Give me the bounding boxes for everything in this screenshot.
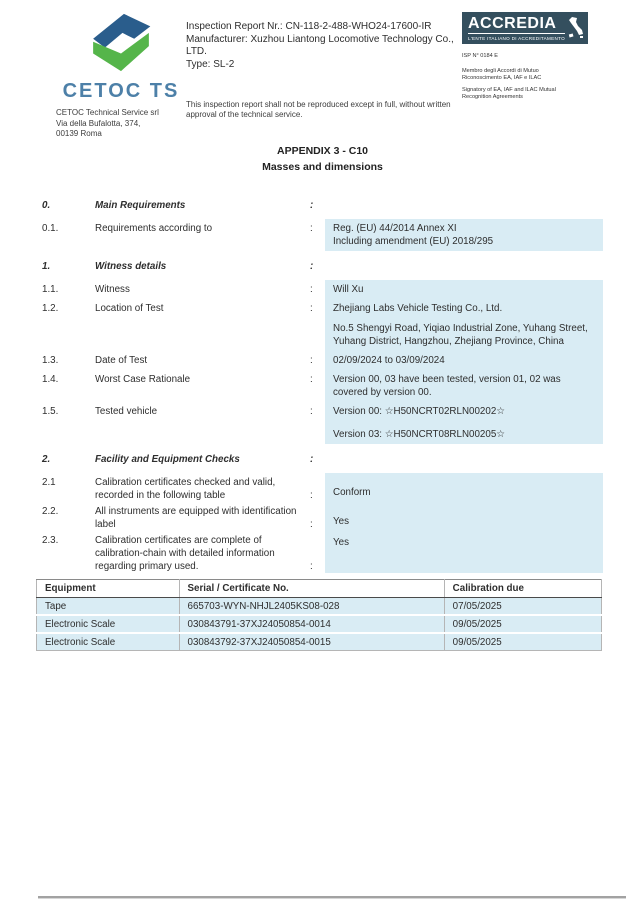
row-value: Version 00, 03 have been tested, version 01, 02 was covered by version 00. [325, 370, 603, 402]
section-label: Facility and Equipment Checks [95, 454, 240, 465]
cetoc-address [56, 108, 186, 140]
report-info [186, 21, 458, 71]
colon: : [310, 303, 313, 314]
row-value: Will Xu [325, 280, 603, 299]
serial-cell: 030843792-37XJ24050854-0015 [179, 633, 444, 651]
colon: : [310, 374, 313, 385]
row-label: Worst Case Rationale [95, 374, 191, 385]
section-2-header [42, 453, 603, 466]
row-number: 1.5. [42, 406, 59, 417]
row-value [325, 473, 603, 502]
equipment-cell: Tape [37, 598, 180, 616]
section-label: Witness details [95, 261, 167, 272]
spec-row-1-1 [42, 280, 603, 299]
cetoc-logo-block [56, 8, 186, 140]
value-line: Including amendment (EU) 2018/295 [333, 236, 494, 247]
tested-vehicle-version-03: Version 03: ☆H50NCRT08RLN00205☆ [333, 429, 506, 440]
row-number: 1.4. [42, 374, 59, 385]
row-number: 1.3. [42, 355, 59, 366]
row-value [325, 219, 603, 251]
appendix-title-line1: APPENDIX 3 - C10 [276, 145, 369, 157]
cetoc-hexagon-icon [78, 8, 164, 74]
section-number: 2. [42, 454, 51, 465]
row-number: 1.1. [42, 284, 59, 295]
section-number: 1. [42, 261, 51, 272]
row-label: Date of Test [95, 355, 148, 366]
colon: : [310, 490, 313, 501]
row-value [325, 299, 603, 351]
address-line: 00139 Roma [56, 129, 102, 138]
accredia-name: ACCREDIA [468, 16, 565, 34]
reproduction-note: This inspection report shall not be reproduced except in full, without written approval of the technical service. [186, 100, 451, 119]
colon: : [310, 284, 313, 295]
table-row [37, 633, 602, 651]
row-label: All instruments are equipped with identification label [95, 506, 297, 530]
row-number: 0.1. [42, 223, 59, 234]
appendix-title [42, 143, 603, 175]
accredia-membro-text: Membro degli Accordi di Mutuo Riconoscimento EA, IAF e ILAC [462, 68, 542, 82]
colon: : [310, 355, 313, 366]
row-label: Calibration certificates are complete of calibration-chain with detailed information regarding primary used. [95, 535, 275, 572]
table-header-row [37, 580, 602, 598]
spec-row-2-3 [42, 531, 603, 573]
test-location-address: No.5 Shengyi Road, Yiqiao Industrial Zone, Yuhang Street, Yuhang District, Hangzhou, Zhejiang Province, China [333, 323, 588, 347]
check-result: Conform [333, 487, 371, 498]
serial-cell: 030843791-37XJ24050854-0014 [179, 615, 444, 633]
column-header-serial: Serial / Certificate No. [179, 580, 444, 598]
cetoc-brand-name: CETOC TS [62, 80, 180, 102]
section-1-group [42, 280, 603, 444]
spec-row-0-1 [42, 219, 603, 251]
accredia-signatory-text: Signatory of EA, IAF and ILAC Mutual Recognition Agreements [462, 86, 556, 100]
check-result: Yes [333, 537, 349, 548]
spec-row-1-3 [42, 351, 603, 370]
section-number: 0. [42, 200, 51, 211]
italy-map-icon [568, 17, 584, 39]
row-number: 2.3. [42, 535, 59, 546]
section-1-header [42, 260, 603, 273]
value-line: Reg. (EU) 44/2014 Annex XI [333, 223, 457, 234]
address-line: CETOC Technical Service srl [56, 108, 159, 117]
row-label: Location of Test [95, 303, 164, 314]
test-location-name: Zhejiang Labs Vehicle Testing Co., Ltd. [333, 303, 503, 314]
spec-row-2-2 [42, 502, 603, 531]
section-label: Main Requirements [95, 200, 186, 211]
row-value [325, 402, 603, 444]
spec-row-2-1 [42, 473, 603, 502]
row-value [325, 531, 603, 573]
colon: : [310, 261, 314, 272]
section-2-group [42, 473, 603, 573]
spec-row-1-2 [42, 299, 603, 351]
colon: : [310, 223, 313, 234]
row-label: Calibration certificates checked and valid, recorded in the following table [95, 477, 276, 501]
type-line: Type: SL-2 [186, 58, 235, 70]
row-value [325, 502, 603, 531]
spec-row-1-5 [42, 402, 603, 444]
address-line: Via della Bufalotta, 374, [56, 118, 141, 128]
colon: : [310, 406, 313, 417]
table-row [37, 598, 602, 616]
section-0-header [42, 199, 603, 212]
tested-vehicle-version-00: Version 00: ☆H50NCRT02RLN00202☆ [333, 406, 506, 417]
table-row [37, 615, 602, 633]
accredia-tagline: L'ENTE ITALIANO DI ACCREDITAMENTO [468, 35, 566, 41]
row-number: 2.2. [42, 506, 59, 517]
accredia-text-column [468, 16, 565, 41]
row-value: 02/09/2024 to 03/09/2024 [325, 351, 603, 370]
colon: : [310, 561, 313, 572]
check-result: Yes [333, 516, 349, 527]
row-label: Tested vehicle [95, 406, 158, 417]
calibration-cell: 09/05/2025 [444, 615, 601, 633]
accredia-block [462, 12, 588, 100]
manufacturer-line: Manufacturer: Xuzhou Liantong Locomotive Technology Co., LTD. [186, 33, 454, 57]
equipment-table [36, 579, 602, 651]
row-number: 2.1 [42, 477, 56, 488]
accredia-cert-number: ISP N° 0184 E [462, 52, 499, 59]
spec-list [42, 190, 603, 573]
row-number: 1.2. [42, 303, 59, 314]
spec-row-1-4 [42, 370, 603, 402]
column-header-calibration: Calibration due [444, 580, 601, 598]
colon: : [310, 454, 314, 465]
equipment-cell: Electronic Scale [37, 633, 180, 651]
calibration-cell: 09/05/2025 [444, 633, 601, 651]
accredia-logo [462, 12, 588, 44]
colon: : [310, 519, 313, 530]
equipment-cell: Electronic Scale [37, 615, 180, 633]
row-label: Witness [95, 284, 130, 295]
serial-cell: 665703-WYN-NHJL2405KS08-028 [179, 598, 444, 616]
report-number-line: Inspection Report Nr.: CN-118-2-488-WHO24-17600-IR [186, 21, 432, 32]
calibration-cell: 07/05/2025 [444, 598, 601, 616]
page-footer-divider [38, 896, 626, 899]
appendix-title-line2: Masses and dimensions [262, 161, 383, 173]
column-header-equipment: Equipment [37, 580, 180, 598]
row-label: Requirements according to [95, 223, 213, 234]
colon: : [310, 200, 314, 211]
